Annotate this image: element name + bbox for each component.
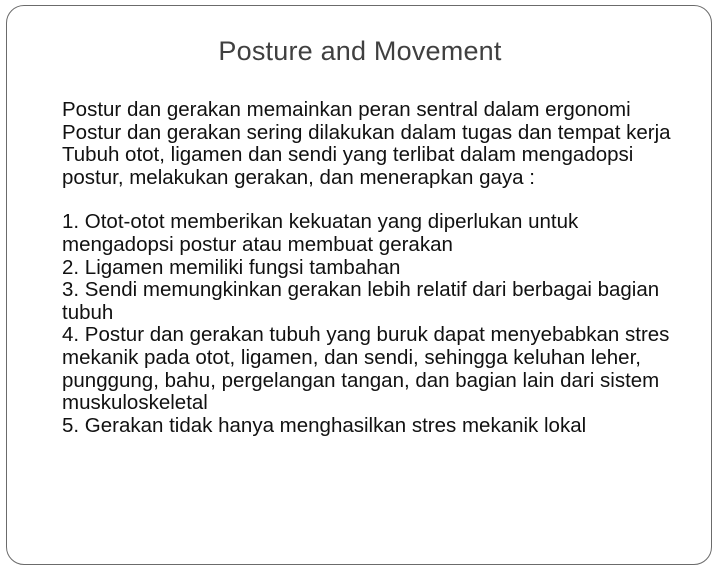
list-item-1: 1. Otot-otot memberikan kekuatan yang diperlukan untuk mengadopsi postur atau membuat gerakan (62, 210, 579, 256)
list-item-2: 2. Ligamen memiliki fungsi tambahan (62, 255, 401, 279)
paragraph-spacer (62, 189, 672, 211)
list-item-5: 5. Gerakan tidak hanya menghasilkan stres mekanik lokal (62, 413, 587, 437)
slide-title: Posture and Movement (218, 36, 502, 66)
list-item-4: 4. Postur dan gerakan tubuh yang buruk dapat menyebabkan stres mekanik pada otot, ligamen, dan sendi, sehingga keluhan leher, punggung, bahu, pergelangan tangan, dan bagian lain dari sistem muskuloskeletal (62, 323, 670, 415)
intro-paragraph-1: Postur dan gerakan memainkan peran sentral dalam ergonomi (62, 98, 631, 121)
slide-body (62, 99, 672, 437)
intro-paragraph-3: Tubuh otot, ligamen dan sendi yang terlibat dalam mengadopsi postur, melakukan gerakan, dan menerapkan gaya : (62, 143, 634, 189)
slide-frame (6, 5, 712, 565)
list-item-3: 3. Sendi memungkinkan gerakan lebih relatif dari berbagai bagian tubuh (62, 278, 660, 324)
intro-paragraph-2: Postur dan gerakan sering dilakukan dalam tugas dan tempat kerja (62, 120, 671, 144)
